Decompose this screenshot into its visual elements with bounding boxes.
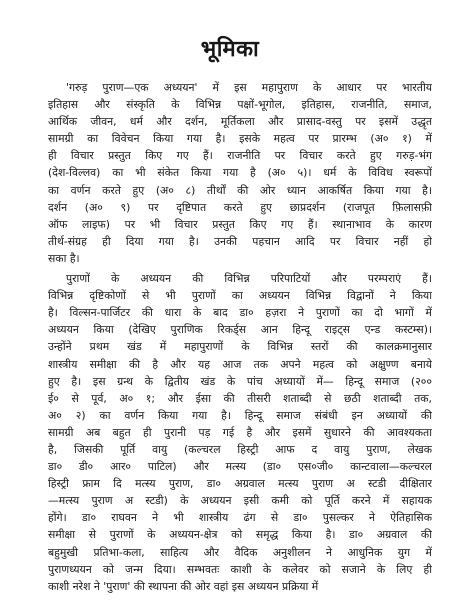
text-line: ई० से पूर्व, अ० १; और ईसा की तीसरी शताब्दी से छठी शताब्दी तक, — [48, 391, 432, 405]
text-line: बहुमुखी प्रतिभा-कला, साहित्य और वैदिक अनुशीलन ने आधुनिक युग में — [48, 545, 432, 559]
text-line: ऑफ लाइफ) पर भी विचार प्रस्तुत किए गए हैं। स्थानाभाव के कारण — [48, 217, 432, 231]
text-line: डा० डी० आर० पाटिल) और मत्स्य (डा० एस०जी० कान्टवाला—कल्चरल — [48, 460, 432, 474]
text-line: पुराणध्ययन को जन्म दिया। सम्भवतः काशी के कलेवर को सजाने के लिए ही — [48, 562, 432, 576]
text-line: आर्थिक जीवन, धर्म और दर्शन, मूर्तिकला और प्रासाद-वस्तु पर इसमें उद्धृत — [48, 115, 432, 129]
text-line: —मत्स्य पुराण अ स्टडी) के अध्ययन इसी कमी को पूर्ति करने में सहायक — [48, 494, 432, 508]
text-line: दर्शन (अ० ९) पर दृष्टिपात करते हुए छाप्रदर्शन (राजपूत फ़िलासफ़ी — [48, 200, 432, 214]
text-line: उन्होंने प्रथम खंड में महापुराणों के विभिन्न स्तरों की कालक्रमानुसार — [48, 340, 432, 354]
text-line: है। विल्सन-पार्जिटर की धारा के बाद डा० हज़रा ने पुराणों का दो भागों में — [48, 306, 432, 320]
text-line: का वर्णन करते हुए (अ० ८) तीर्थों की ओर ध्यान आकर्षित किया गया है। — [48, 183, 432, 197]
text-line: तीर्थ-संग्रह ही दिया गया है। उनकी पहचान आदि पर विचार नहीं हो — [48, 234, 432, 248]
text-line: 'गरुड़ पुराण—एक अध्ययन' में इस महापुराण के आधार पर भारतीय — [66, 81, 432, 94]
text-line: समीक्षा से पुराणों के अध्ययन-क्षेत्र को समृद्ध किया है। डा० अग्रवाल की — [48, 528, 432, 542]
text-line: अ० २) का वर्णन किया गया है। हिन्दू समाज संबंधी इन अध्यायों की — [48, 408, 432, 422]
text-line: है, जिसकी पूर्ति वायु (कल्चरल हिस्ट्री आफ द वायु पुराण, लेखक — [48, 442, 432, 456]
text-line: शास्त्रीय समीक्षा की है और यह आज तक अपने महत्व को अक्षुण्ण बनाये — [48, 357, 432, 371]
text-line: इतिहास और संस्कृति के विभिन्न पक्षों-भूगोल, इतिहास, राजनीति, समाज, — [48, 98, 432, 112]
paragraph — [48, 270, 432, 595]
text-line: (देश-विल्लव) का भी संकेत किया गया है (अ० ५)। धर्म के विविध स्वरूपों — [48, 166, 432, 180]
paragraph — [48, 79, 432, 267]
text-line: हिस्ट्री फ्राम दि मत्स्य पुराण, डा० अग्रवाल मत्स्य पुराण अ स्टडी दीक्षितार — [48, 477, 432, 491]
text-line: सामग्री का विवेचन किया गया है। इसके महत्व पर प्रारम्भ (अ० १) में — [48, 132, 432, 146]
text-line: विभिन्न दृष्टिकोणों से भी पुराणों का अध्ययन विभिन्न विद्वानों ने किया — [48, 289, 432, 303]
text-line: सका है। — [48, 251, 80, 265]
text-line: पुराणों के अध्ययन की विभिन्न परिपाटियों और परम्पराएं हैं। — [66, 272, 432, 286]
text-line: अध्ययन किया (देखिए पुराणिक रिकर्ड्स आन हिन्दू राइट्स एन्ड कस्टम्स)। — [48, 323, 432, 337]
page-title: भूमिका — [200, 37, 260, 62]
text-line: सामग्री अब बहुत ही पुरानी पड़ गई है और इसमें सुधारने की आवश्यकता — [48, 425, 432, 439]
page-body — [48, 79, 432, 595]
text-line: ही विचार प्रस्तुत किए गए हैं। राजनीति पर विचार करते हुए गरुड़-भंग — [48, 149, 432, 163]
text-line: होंगे। डा० राघवन ने भी शास्त्रीय ढंग से डा० पुसल्कर ने ऐतिहासिक — [48, 511, 432, 525]
text-line: काशी नरेश ने 'पुराण' की स्थापना की ओर वहां इस अध्ययन प्रक्रिया में — [48, 579, 319, 593]
text-line: हुए है। इस ग्रन्थ के द्वितीय खंड के पांच अध्यायों में— हिन्दू समाज (२०० — [48, 374, 432, 388]
